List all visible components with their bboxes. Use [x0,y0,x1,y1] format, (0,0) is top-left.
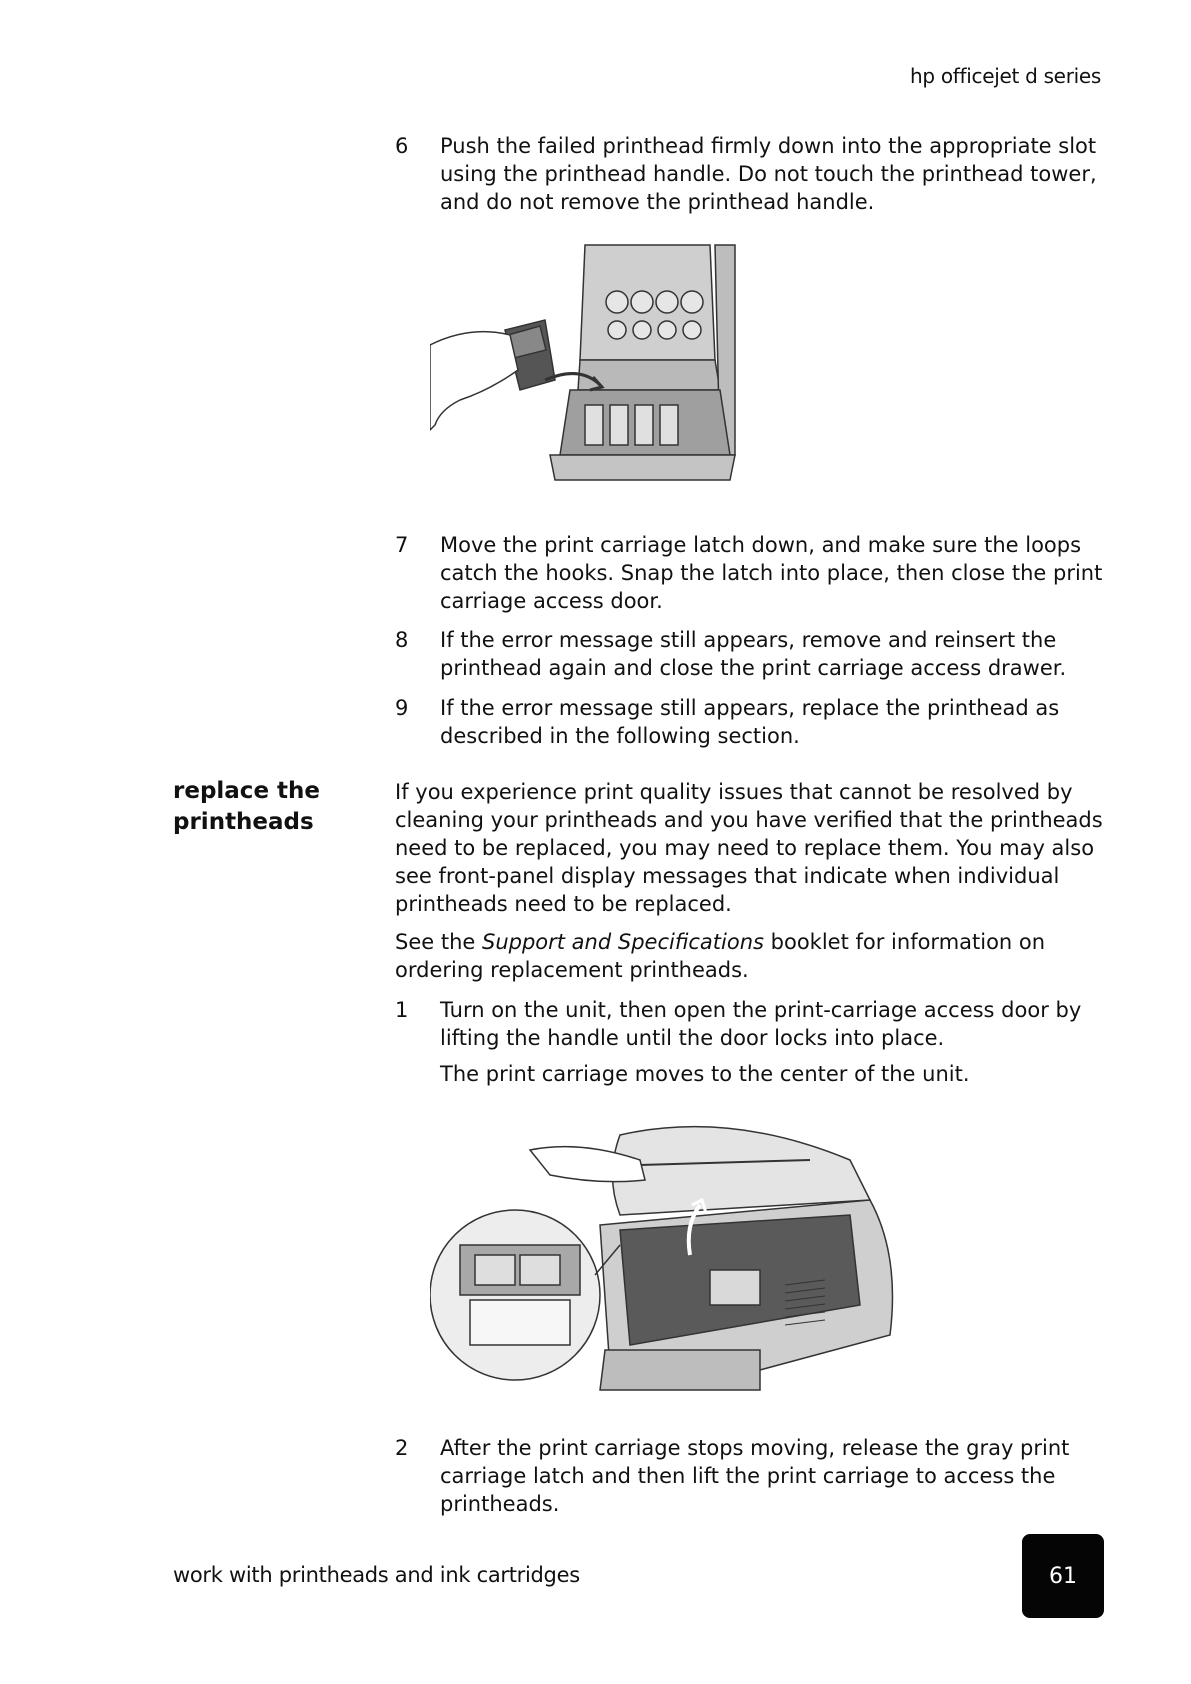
step-number: 2 [395,1436,409,1460]
step-2 [395,1434,1105,1518]
step-text: Push the failed printhead firmly down into the appropriate slot using the printhead handle. Do not touch the printhead tower, and do not remove the printhead handle. [440,134,1097,214]
intro-paragraph: If you experience print quality issues that cannot be resolved by cleaning your printheads and you have verified that the printheads need to be replaced, you may need to replace them. You may also see front-panel display messages that indicate when individual printheads need to be replaced. [395,780,1103,916]
see-booklet-paragraph: See the Support and Specifications booklet for information on ordering replacement printheads. [395,930,1046,982]
step-text: After the print carriage stops moving, release the gray print carriage latch and then lift the print carriage to access the printheads. [440,1436,1070,1516]
step-text: If the error message still appears, remove and reinsert the printhead again and close the print carriage access drawer. [440,628,1067,680]
step-text: Move the print carriage latch down, and make sure the loops catch the hooks. Snap the latch into place, then close the print carriage access door. [440,533,1103,613]
insert-printhead-illustration [430,240,760,515]
step-number: 8 [395,628,409,652]
step-1 [395,996,1105,1088]
step-9 [395,694,1105,750]
step-number: 6 [395,134,409,158]
booklet-title: Support and Specifications [481,930,764,954]
step-7 [395,531,1105,615]
step-text: Turn on the unit, then open the print-carriage access door by lifting the handle until the door locks into place. [440,998,1082,1050]
open-access-door-illustration [430,1105,910,1400]
step-8 [395,626,1105,682]
step-number: 1 [395,998,409,1022]
step-text: If the error message still appears, replace the printhead as described in the following section. [440,696,1060,748]
page-number: 61 [1049,1563,1077,1589]
footer-chapter-title: work with printheads and ink cartridges [173,1563,580,1587]
section-heading: replace the printheads [173,778,321,835]
step-6 [395,132,1105,216]
running-header: hp officejet d series [910,64,1101,88]
step-note: The print carriage moves to the center of the unit. [440,1062,970,1086]
step-number: 9 [395,696,409,720]
step-number: 7 [395,533,409,557]
page-number-tab [1022,1534,1104,1618]
